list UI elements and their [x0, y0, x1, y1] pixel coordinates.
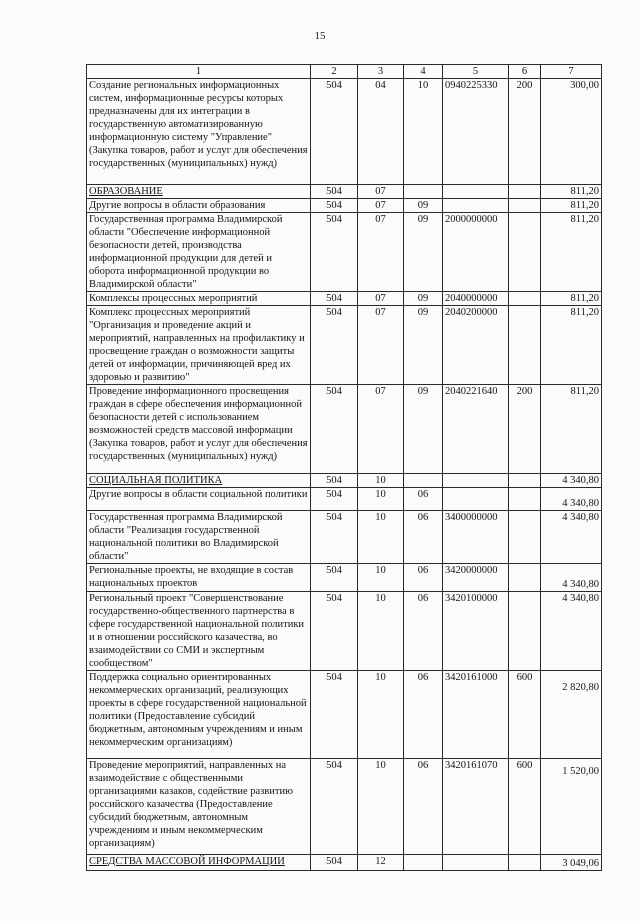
table-row	[87, 199, 602, 213]
row-name: Поддержка социально ориентированных некоммерческих организаций, реализующих проекты в сфере государственной национальной политики (Предоставление субсидий бюджетным, автономным учреждениям и иным некоммерческим организациям)	[87, 671, 311, 759]
cell-subsection: 09	[404, 292, 443, 306]
cell-subsection: 09	[404, 213, 443, 292]
cell-expense-type: 200	[509, 79, 541, 185]
cell-target-article	[443, 855, 509, 871]
cell-target-article: 2040221640	[443, 385, 509, 474]
cell-section: 10	[358, 759, 404, 855]
cell-expense-type	[509, 199, 541, 213]
cell-subsection	[404, 855, 443, 871]
cell-section: 07	[358, 385, 404, 474]
row-name: Комплексы процессных мероприятий	[87, 292, 311, 306]
table-row	[87, 292, 602, 306]
cell-target-article	[443, 199, 509, 213]
table-row	[87, 306, 602, 385]
cell-section: 10	[358, 474, 404, 488]
cell-expense-type	[509, 564, 541, 592]
cell-expense-type	[509, 855, 541, 871]
cell-target-article: 2040000000	[443, 292, 509, 306]
cell-grbs: 504	[311, 564, 358, 592]
cell-grbs: 504	[311, 488, 358, 511]
cell-section: 10	[358, 564, 404, 592]
cell-grbs: 504	[311, 671, 358, 759]
table-row	[87, 511, 602, 564]
table-row	[87, 564, 602, 592]
cell-grbs: 504	[311, 855, 358, 871]
cell-amount: 811,20	[541, 306, 602, 385]
row-name: Создание региональных информационных систем, информационные ресурсы которых предназначены для их интеграции в государственную автоматизированную информационную систему "Управление" (Закупка товаров, работ и услуг для обеспечения государственных (муниципальных) нужд)	[87, 79, 311, 185]
row-name: Государственная программа Владимирской области "Реализация государственной национальной политики во Владимирской области"	[87, 511, 311, 564]
cell-grbs: 504	[311, 185, 358, 199]
cell-section: 07	[358, 185, 404, 199]
header-cell: 2	[311, 65, 358, 79]
table-row	[87, 79, 602, 185]
table-row	[87, 592, 602, 671]
row-name: Другие вопросы в области социальной политики	[87, 488, 311, 511]
cell-grbs: 504	[311, 79, 358, 185]
cell-expense-type: 200	[509, 385, 541, 474]
header-row	[87, 65, 602, 79]
cell-amount: 300,00	[541, 79, 602, 185]
row-name: Государственная программа Владимирской области "Обеспечение информационной безопасности детей, производства информационной продукции для детей и оборота информационной продукции во Владимирской области"	[87, 213, 311, 292]
cell-subsection: 06	[404, 759, 443, 855]
header-cell: 6	[509, 65, 541, 79]
cell-amount: 4 340,80	[541, 474, 602, 488]
cell-expense-type	[509, 474, 541, 488]
cell-section: 04	[358, 79, 404, 185]
cell-amount: 811,20	[541, 199, 602, 213]
cell-grbs: 504	[311, 292, 358, 306]
cell-target-article: 3420000000	[443, 564, 509, 592]
cell-target-article: 2040200000	[443, 306, 509, 385]
cell-subsection: 06	[404, 592, 443, 671]
cell-amount: 1 520,00	[541, 759, 602, 855]
cell-grbs: 504	[311, 199, 358, 213]
section-title: ОБРАЗОВАНИЕ	[87, 185, 311, 199]
table-row	[87, 671, 602, 759]
table-row	[87, 185, 602, 199]
section-title: СРЕДСТВА МАССОВОЙ ИНФОРМАЦИИ	[87, 855, 311, 871]
cell-amount: 811,20	[541, 292, 602, 306]
cell-target-article: 3420161070	[443, 759, 509, 855]
cell-amount: 2 820,80	[541, 671, 602, 759]
cell-target-article: 3420100000	[443, 592, 509, 671]
cell-amount: 811,20	[541, 385, 602, 474]
cell-subsection: 10	[404, 79, 443, 185]
table-row	[87, 759, 602, 855]
cell-target-article: 2000000000	[443, 213, 509, 292]
cell-expense-type	[509, 306, 541, 385]
row-name: Комплекс процессных мероприятий "Организация и проведение акций и мероприятий, направленных на профилактику и просвещение граждан о возможности защиты детей от информации, причиняющей вред их здоровью и развитию"	[87, 306, 311, 385]
cell-subsection: 06	[404, 671, 443, 759]
table-row	[87, 385, 602, 474]
cell-expense-type	[509, 213, 541, 292]
cell-section: 12	[358, 855, 404, 871]
row-name: Другие вопросы в области образования	[87, 199, 311, 213]
row-name: Региональный проект "Совершенствование государственно-общественного партнерства в сфере государственной национальной политики и в отношении российского казачества, во взаимодействии со СМИ и экспертным сообществом"	[87, 592, 311, 671]
cell-amount: 811,20	[541, 213, 602, 292]
cell-section: 10	[358, 671, 404, 759]
cell-amount: 4 340,80	[541, 511, 602, 564]
cell-target-article: 0940225330	[443, 79, 509, 185]
cell-expense-type	[509, 185, 541, 199]
cell-section: 07	[358, 292, 404, 306]
table-row	[87, 213, 602, 292]
cell-expense-type	[509, 592, 541, 671]
cell-subsection: 06	[404, 488, 443, 511]
cell-expense-type: 600	[509, 671, 541, 759]
page-number: 15	[314, 30, 326, 42]
header-cell: 4	[404, 65, 443, 79]
cell-expense-type	[509, 292, 541, 306]
cell-target-article	[443, 185, 509, 199]
cell-section: 10	[358, 592, 404, 671]
cell-expense-type	[509, 488, 541, 511]
row-name: Проведение мероприятий, направленных на взаимодействие с общественными организациями казаков, содействие развитию российского казачества (Предоставление субсидий бюджетным, автономным учреждениям и иным некоммерческим организациям)	[87, 759, 311, 855]
header-cell: 3	[358, 65, 404, 79]
cell-target-article: 3420161000	[443, 671, 509, 759]
cell-target-article	[443, 488, 509, 511]
cell-grbs: 504	[311, 759, 358, 855]
header-cell: 7	[541, 65, 602, 79]
cell-amount: 4 340,80	[541, 488, 602, 511]
cell-subsection: 06	[404, 564, 443, 592]
cell-expense-type	[509, 511, 541, 564]
cell-section: 10	[358, 488, 404, 511]
cell-grbs: 504	[311, 592, 358, 671]
row-name: Проведение информационного просвещения граждан в сфере обеспечения информационной безопасности детей с использованием возможностей средств массовой информации (Закупка товаров, работ и услуг для обеспечения государственных (муниципальных) нужд)	[87, 385, 311, 474]
cell-section: 10	[358, 511, 404, 564]
cell-grbs: 504	[311, 385, 358, 474]
cell-subsection: 09	[404, 385, 443, 474]
cell-amount: 811,20	[541, 185, 602, 199]
cell-section: 07	[358, 213, 404, 292]
row-name: Региональные проекты, не входящие в состав национальных проектов	[87, 564, 311, 592]
cell-section: 07	[358, 199, 404, 213]
cell-subsection	[404, 185, 443, 199]
cell-grbs: 504	[311, 474, 358, 488]
cell-grbs: 504	[311, 213, 358, 292]
table-row	[87, 855, 602, 871]
cell-subsection: 06	[404, 511, 443, 564]
cell-section: 07	[358, 306, 404, 385]
budget-table	[86, 64, 602, 871]
header-cell: 1	[87, 65, 311, 79]
cell-subsection: 09	[404, 306, 443, 385]
section-title: СОЦИАЛЬНАЯ ПОЛИТИКА	[87, 474, 311, 488]
cell-target-article	[443, 474, 509, 488]
cell-amount: 3 049,06	[541, 855, 602, 871]
table-row	[87, 474, 602, 488]
cell-target-article: 3400000000	[443, 511, 509, 564]
cell-subsection: 09	[404, 199, 443, 213]
cell-amount: 4 340,80	[541, 564, 602, 592]
table-row	[87, 488, 602, 511]
cell-subsection	[404, 474, 443, 488]
cell-grbs: 504	[311, 306, 358, 385]
cell-grbs: 504	[311, 511, 358, 564]
cell-expense-type: 600	[509, 759, 541, 855]
header-cell: 5	[443, 65, 509, 79]
cell-amount: 4 340,80	[541, 592, 602, 671]
